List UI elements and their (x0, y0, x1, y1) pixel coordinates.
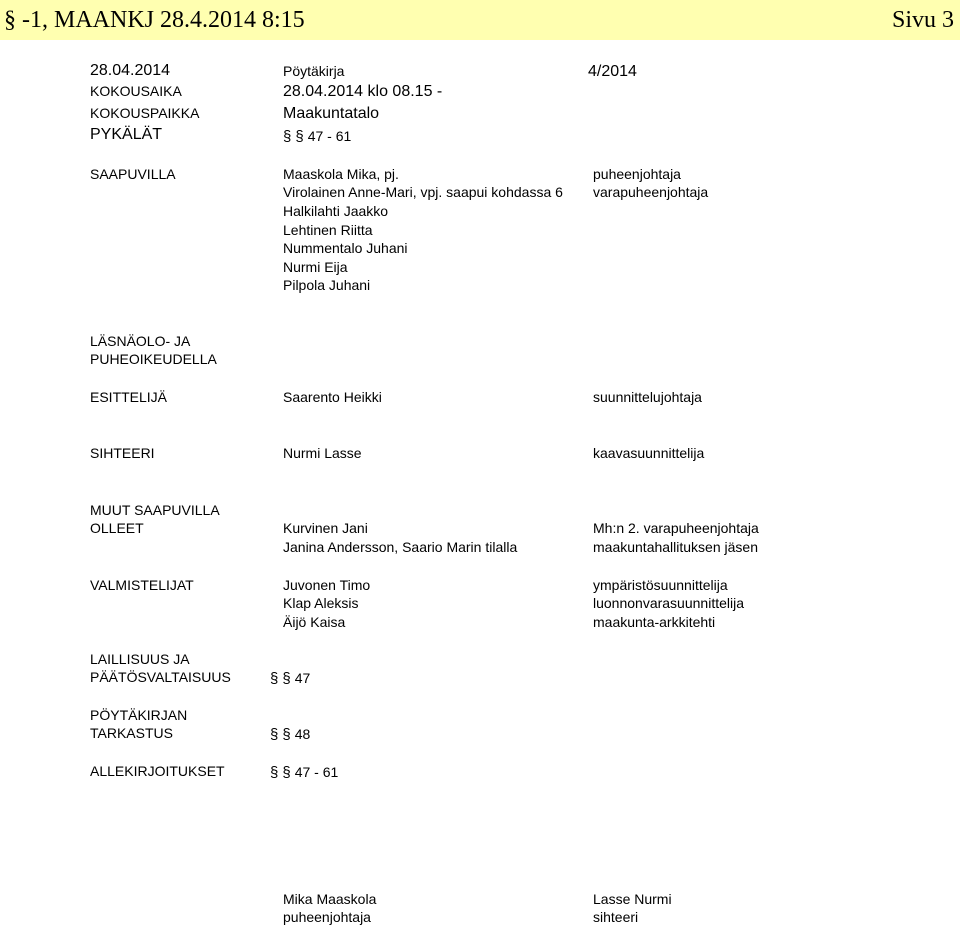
section-symbol: § (282, 670, 291, 687)
preparer-name: Juvonen Timo (283, 577, 371, 593)
signer-title: puheenjohtaja (283, 909, 371, 925)
present-member-name: Nurmi Eija (283, 259, 348, 275)
others-label-1: MUUT SAAPUVILLA (90, 502, 220, 518)
legality-label-1: LAILLISUUS JA (90, 651, 190, 667)
legality-label-2: PÄÄTÖSVALTAISUUS (90, 669, 231, 685)
signer-title: sihteeri (593, 909, 639, 925)
present-member-name: Virolainen Anne-Mari, vpj. saapui kohdassa 6 (283, 184, 563, 200)
header-left: § -1, MAANKJ 28.4.2014 8:15 (4, 7, 305, 33)
preparer-name: Äijö Kaisa (283, 614, 346, 630)
meeting-date: 28.04.2014 (90, 62, 171, 79)
others-label-2: OLLEET (90, 520, 144, 536)
time-label: KOKOUSAIKA (90, 83, 182, 99)
presenter-name: Saarento Heikki (283, 389, 382, 405)
minutes-check-section (270, 725, 310, 744)
section-symbol: § (270, 764, 279, 781)
section-symbol: § (282, 726, 291, 743)
present-member-name: Halkilahti Jaakko (283, 203, 389, 219)
sections-value-wrap (283, 127, 351, 146)
signatures-section (270, 763, 338, 782)
preparer-name: Klap Aleksis (283, 595, 359, 611)
doc-type: Pöytäkirja (283, 63, 345, 79)
secretary-name: Nurmi Lasse (283, 445, 362, 461)
preparer-role: luonnonvarasuunnittelija (593, 595, 744, 611)
place-label: KOKOUSPAIKKA (90, 105, 200, 121)
signer-name: Mika Maaskola (283, 891, 377, 907)
other-role: maakuntahallituksen jäsen (593, 539, 758, 555)
other-role: Mh:n 2. varapuheenjohtaja (593, 520, 759, 536)
time-value: 28.04.2014 klo 08.15 - (283, 83, 443, 100)
signatures-label: ALLEKIRJOITUKSET (90, 763, 225, 779)
minutes-check-label-2: TARKASTUS (90, 725, 173, 741)
doc-number: 4/2014 (588, 63, 637, 80)
present-member-name: Lehtinen Riitta (283, 222, 373, 238)
presenter-label: ESITTELIJÄ (90, 389, 168, 405)
legality-section (270, 669, 310, 688)
page-header (0, 0, 960, 40)
attending-label-2: PUHEOIKEUDELLA (90, 351, 217, 367)
secretary-role: kaavasuunnittelija (593, 445, 705, 461)
minutes-check-label-1: PÖYTÄKIRJAN (90, 707, 188, 723)
section-symbol: § (270, 726, 279, 743)
section-symbol: § (270, 670, 279, 687)
sections-value: 47 - 61 (307, 128, 352, 144)
section-symbol: § (283, 128, 292, 145)
signer-name: Lasse Nurmi (593, 891, 672, 907)
legality-section-number: 47 (294, 670, 311, 686)
section-symbol: § (282, 764, 291, 781)
place-value: Maakuntatalo (283, 105, 380, 122)
signatures-section-range: 47 - 61 (294, 764, 339, 780)
secretary-label: SIHTEERI (90, 445, 155, 461)
other-name: Janina Andersson, Saario Marin tilalla (283, 539, 518, 555)
presenter-role: suunnittelujohtaja (593, 389, 702, 405)
present-label: SAAPUVILLA (90, 166, 176, 182)
sections-label: PYKÄLÄT (90, 126, 163, 143)
present-member-name: Maaskola Mika, pj. (283, 166, 399, 182)
preparer-role: ympäristösuunnittelija (593, 577, 728, 593)
preparer-role: maakunta-arkkitehti (593, 614, 716, 630)
section-symbol: § (295, 128, 304, 145)
present-member-name: Nummentalo Juhani (283, 240, 408, 256)
present-member-name: Pilpola Juhani (283, 277, 371, 293)
preparers-label: VALMISTELIJAT (90, 577, 194, 593)
present-member-role: varapuheenjohtaja (593, 184, 709, 200)
page-number: Sivu 3 (891, 7, 954, 33)
minutes-check-section-number: 48 (294, 726, 311, 742)
present-member-role: puheenjohtaja (593, 166, 681, 182)
attending-label-1: LÄSNÄOLO- JA (90, 333, 191, 349)
other-name: Kurvinen Jani (283, 520, 368, 536)
